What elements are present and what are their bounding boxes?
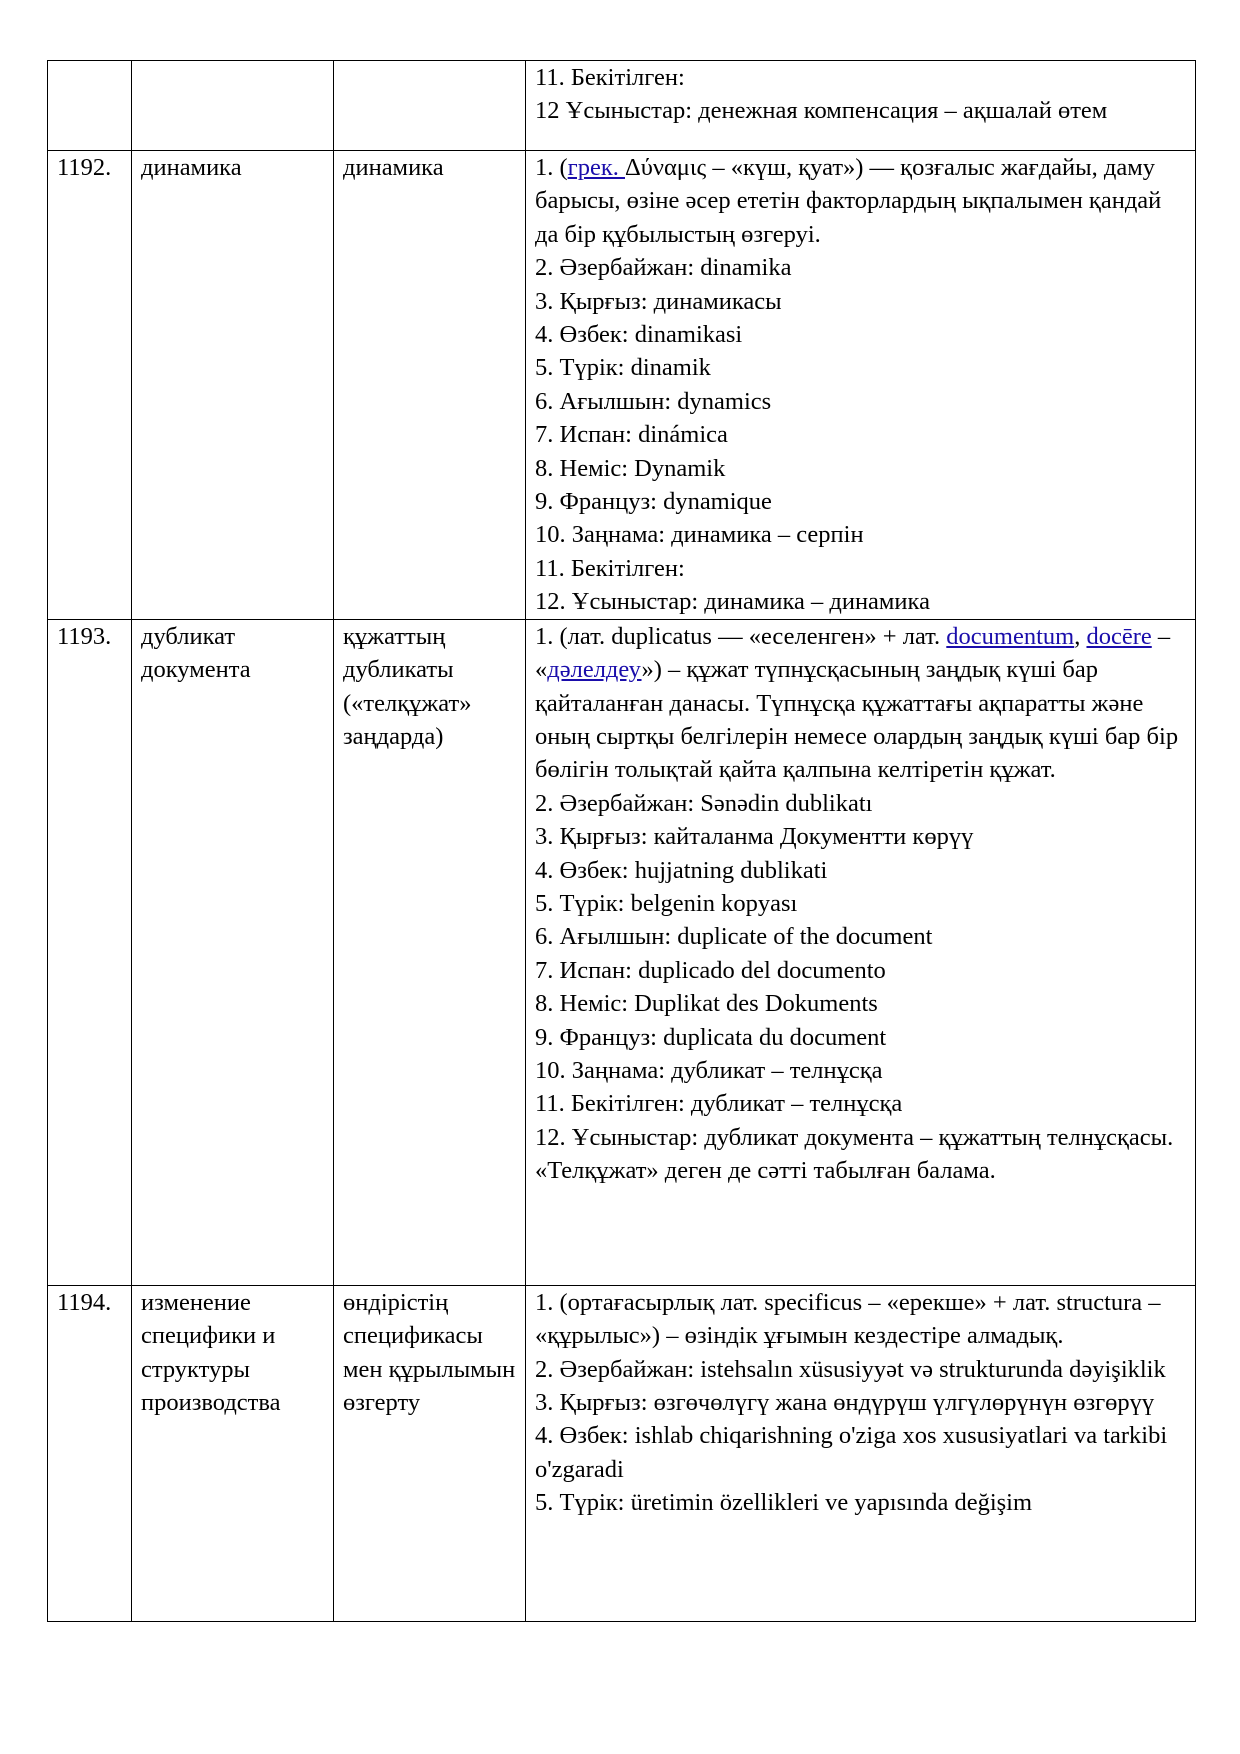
term-russian (132, 61, 334, 151)
term-kazakh: динамика (334, 151, 526, 620)
description-line: 11. Бекітілген: дубликат – телнұсқа (535, 1090, 903, 1118)
entry-description (526, 619, 1196, 1285)
description-line: 12. Ұсыныстар: дубликат документа – құжаттың телнұсқасы. «Телқұжат» деген де сәтті табылған балама. (535, 1123, 1174, 1185)
description-line: 10. Заңнама: дубликат – телнұсқа (535, 1056, 883, 1084)
glossary-table (47, 60, 1196, 1622)
definition-text: 1. (грек. Δύναμις – «күш, қуат») — қозғалыс жағдайы, даму барысы, өзіне әсер ететін факторлардың ықпалымен қандай да бір құбылыстың өзгеруі. (535, 154, 1162, 248)
description-line: 5. Түрік: dinamik (535, 354, 711, 382)
description-line: 7. Испан: dinámica (535, 421, 728, 449)
description-line: 1. (ортағасырлық лат. specificus – «ерекше» + лат. structura – «құрылыс») – өзіндік ұғымын кездестіре алмадық. (535, 1288, 1161, 1350)
description-line: 7. Испан: duplicado del documento (535, 956, 886, 984)
term-russian: дубликат документа (132, 619, 334, 1285)
entry-number: 1193. (48, 619, 132, 1285)
description-line: 2. Әзербайжан: Sənədin dublikatı (535, 789, 873, 817)
description-line: 12 Ұсыныстар: денежная компенсация – ақшалай өтем (535, 97, 1108, 125)
description-line: 5. Түрік: üretimin özellikleri ve yapısında değişim (535, 1489, 1033, 1517)
description-line: 2. Әзербайжан: dinamika (535, 254, 792, 282)
term-russian: динамика (132, 151, 334, 620)
description-line: 11. Бекітілген: (535, 554, 685, 582)
table-row (48, 61, 1196, 151)
description-line: 2. Әзербайжан: istehsalın xüsusiyyət və strukturunda dəyişiklik (535, 1355, 1166, 1383)
description-line: 6. Ағылшын: duplicate of the document (535, 923, 933, 951)
term-kazakh: құжаттың дубликаты («телқұжат» заңдарда) (334, 619, 526, 1285)
description-line: 3. Қырғыз: кайталанма Документти көрүү (535, 823, 974, 851)
source-link[interactable]: documentum (946, 622, 1075, 650)
description-line: 4. Өзбек: ishlab chiqarishning o'ziga xos xususiyatlari va tarkibi o'zgaradi (535, 1422, 1168, 1483)
entry-description (526, 1285, 1196, 1621)
description-line: 8. Неміс: Dynamik (535, 454, 726, 482)
description-line: 6. Ағылшын: dynamics (535, 387, 772, 415)
source-link[interactable]: docēre (1086, 622, 1152, 650)
description-line: 9. Француз: duplicata du document (535, 1023, 887, 1051)
description-line: 4. Өзбек: dinamikasi (535, 321, 743, 349)
table-row (48, 151, 1196, 620)
term-kazakh (334, 61, 526, 151)
description-line: 11. Бекітілген: (535, 64, 685, 91)
description-line: 10. Заңнама: динамика – серпін (535, 521, 864, 549)
description-line: 9. Француз: dynamique (535, 488, 772, 516)
description-line: 3. Қырғыз: динамикасы (535, 287, 782, 315)
source-link[interactable]: грек. (567, 154, 625, 181)
description-line: 4. Өзбек: hujjatning dublikati (535, 856, 828, 884)
description-line: 5. Түрік: belgenin kopyası (535, 889, 798, 917)
description-line: 12. Ұсыныстар: динамика – динамика (535, 588, 930, 616)
description-line: 8. Неміс: Duplikat des Dokuments (535, 990, 878, 1018)
entry-number: 1192. (48, 151, 132, 620)
entry-description (526, 151, 1196, 620)
table-row (48, 619, 1196, 1285)
definition-text: 1. (лат. duplicatus — «еселенген» + лат. documentum, docēre – «дәлелдеу») – құжат түпнұсқасының заңдық күші бар қайталанған данасы. Түпнұсқа құжаттағы ақпаратты және оның сыртқы белгілерін немесе олардың заңдық күші бар бір бөлігін толықтай қайта қалпына келтіретін құжат. (535, 622, 1179, 784)
description-line: 3. Қырғыз: өзгөчөлүгү жана өндүрүш үлгүлөрүнүн өзгөрүү (535, 1388, 1155, 1416)
term-russian: изменение специфики и структуры производства (132, 1285, 334, 1621)
source-link[interactable]: дәлелдеу (547, 656, 642, 684)
entry-description (526, 61, 1196, 151)
table-row (48, 1285, 1196, 1621)
entry-number (48, 61, 132, 151)
term-kazakh: өндірістің спецификасы мен құрылымын өзгерту (334, 1285, 526, 1621)
entry-number: 1194. (48, 1285, 132, 1621)
